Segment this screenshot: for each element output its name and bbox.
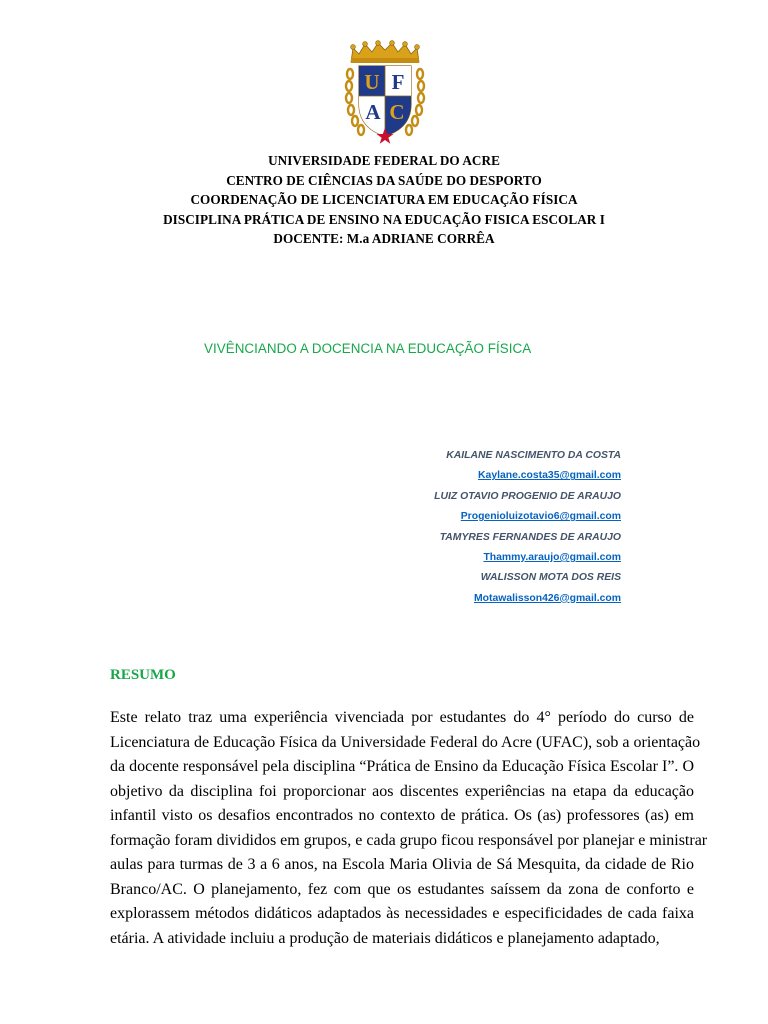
abstract-heading: RESUMO	[110, 667, 176, 683]
author-name: LUIZ OTAVIO PROGENIO DE ARAUJO	[434, 490, 621, 502]
author-email-link[interactable]: Kaylane.costa35@gmail.com	[478, 470, 621, 482]
logo-letter: C	[389, 100, 405, 124]
author-email-link[interactable]: Thammy.araujo@gmail.com	[483, 551, 621, 563]
logo-letter: U	[364, 70, 380, 94]
abstract-line: explorassem métodos didáticos adaptados às necessidades e especificidades de cada faixa	[110, 905, 694, 922]
ufac-logo	[343, 40, 427, 146]
header-center: CENTRO DE CIÊNCIAS DA SAÚDE DO DESPORTO	[226, 172, 542, 188]
abstract-line: etária. A atividade incluiu a produção de materiais didáticos e planejamento adaptado,	[110, 929, 660, 947]
author-name: WALISSON MOTA DOS REIS	[480, 572, 621, 584]
logo-letter: A	[365, 100, 381, 124]
shield-icon	[359, 66, 411, 136]
logo-letter: F	[391, 70, 405, 94]
abstract-line: infantil visto os desafios encontrados no contexto de prática. Os (as) professores (as) em	[110, 807, 694, 824]
author-email-link[interactable]: Motawalisson426@gmail.com	[474, 592, 621, 604]
crown-icon	[351, 41, 420, 63]
abstract-line: Branco/AC. O planejamento, fez com que os estudantes saíssem da zona de conforto e	[110, 880, 694, 898]
abstract-line: aulas para turmas de 3 a 6 anos, na Escola Maria Olivia de Sá Mesquita, da cidade de Rio	[110, 856, 694, 873]
author-email-link[interactable]: Progenioluizotavio6@gmail.com	[460, 511, 621, 523]
abstract-line: Licenciatura de Educação Física da Universidade Federal do Acre (UFAC), sob a orientação	[110, 733, 701, 751]
abstract-line: objetivo da disciplina foi proporcionar aos discentes experiências na etapa da educação	[110, 782, 694, 800]
abstract-body	[110, 706, 708, 951]
institution-header	[0, 151, 768, 249]
header-teacher: DOCENTE: M.a ADRIANE CORRÊA	[273, 231, 495, 246]
abstract-line: Este relato traz uma experiência vivenciada por estudantes do 4° período do curso de	[110, 709, 694, 726]
abstract-line: formação foram divididos em grupos, e cada grupo ficou responsável por planejar e ministrar	[110, 831, 708, 849]
abstract-line: da docente responsável pela disciplina “Prática de Ensino da Educação Física Escolar I”. O	[110, 758, 694, 775]
document-title: VIVÊNCIANDO A DOCENCIA NA EDUCAÇÃO FÍSICA	[204, 341, 532, 356]
author-list	[434, 446, 621, 609]
header-discipline: DISCIPLINA PRÁTICA DE ENSINO NA EDUCAÇÃO FISICA ESCOLAR I	[163, 211, 605, 227]
author-name: TAMYRES FERNANDES DE ARAUJO	[439, 531, 621, 543]
author-name: KAILANE NASCIMENTO DA COSTA	[446, 450, 621, 461]
header-coordination: COORDENAÇÃO DE LICENCIATURA EM EDUCAÇÃO FÍSICA	[190, 192, 578, 207]
header-university: UNIVERSIDADE FEDERAL DO ACRE	[268, 153, 500, 168]
